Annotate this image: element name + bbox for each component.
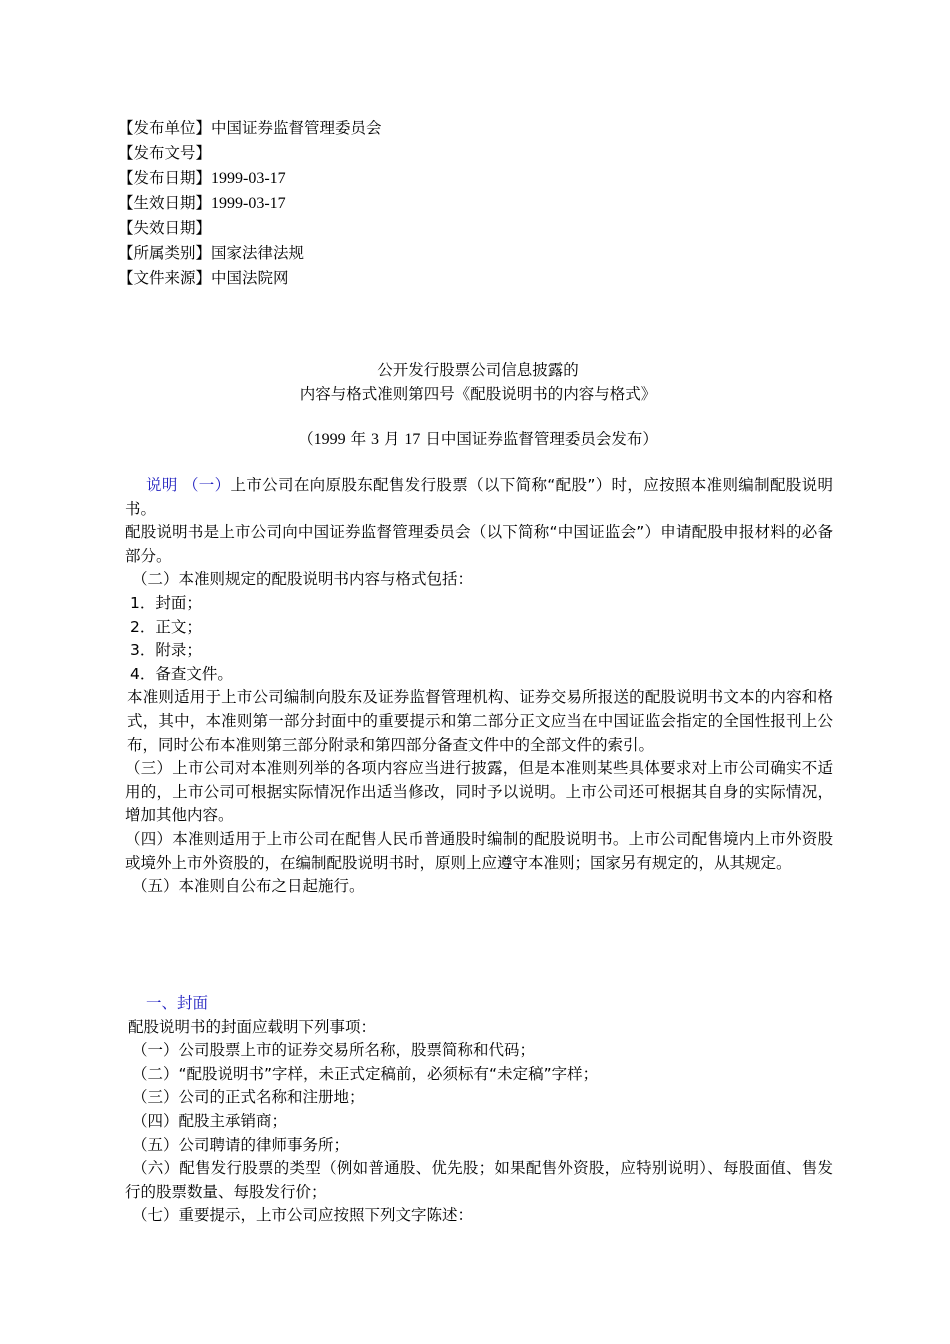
doc-no-label: 【发布文号】 bbox=[118, 144, 212, 162]
notes-paragraph-6: （四）本准则适用于上市公司在配售人民币普通股时编制的配股说明书。上市公司配售境内上市外资股或境外上市外资股的，在编制配股说明书时，原则上应遵守本准则；国家另有规定的，从其规定。 bbox=[125, 829, 833, 872]
list-item: 2．正文； bbox=[130, 617, 202, 636]
list-item: （七）重要提示，上市公司应按照下列文字陈述： bbox=[132, 1206, 474, 1225]
effective-date-line bbox=[118, 191, 838, 216]
category-line bbox=[118, 241, 838, 266]
source-value: 中国法院网 bbox=[211, 269, 289, 287]
notes-paragraph-3: （二）本准则规定的配股说明书内容与格式包括： bbox=[132, 570, 474, 589]
list-item: （三）公司的正式名称和注册地； bbox=[132, 1088, 365, 1107]
subtitle-day: 17 bbox=[404, 431, 421, 448]
issuer-label: 【发布单位】 bbox=[118, 119, 212, 137]
notes-paragraph-1 bbox=[125, 474, 833, 521]
list-item: （四）配股主承销商； bbox=[132, 1111, 288, 1130]
expiry-date-line bbox=[118, 216, 838, 241]
source-label: 【文件来源】 bbox=[118, 269, 212, 287]
cover-section bbox=[125, 992, 833, 1228]
issuer-value: 中国证券监督管理委员会 bbox=[211, 119, 382, 137]
list-item: （二）“配股说明书”字样，未正式定稿前，必须标有“未定稿”字样； bbox=[132, 1064, 599, 1083]
list-item: （一）公司股票上市的证券交易所名称，股票简称和代码； bbox=[132, 1041, 536, 1060]
subtitle-month-unit: 月 bbox=[379, 430, 405, 448]
publish-date-value: 1999-03-17 bbox=[211, 170, 286, 187]
publish-date-label: 【发布日期】 bbox=[118, 169, 212, 187]
notes-section bbox=[125, 474, 833, 899]
category-value: 国家法律法规 bbox=[211, 244, 305, 262]
cover-intro: 配股说明书的封面应载明下列事项： bbox=[128, 1017, 377, 1036]
document-subtitle bbox=[118, 427, 838, 452]
doc-no-line bbox=[118, 141, 838, 166]
list-item: 1．封面； bbox=[130, 593, 202, 612]
expiry-date-label: 【失效日期】 bbox=[118, 219, 212, 237]
publish-date-line bbox=[118, 166, 838, 191]
effective-date-value: 1999-03-17 bbox=[211, 195, 286, 212]
subtitle-year-unit: 年 bbox=[345, 430, 372, 448]
notes-paragraph-4: 本准则适用于上市公司编制向股东及证券监督管理机构、证券交易所报送的配股说明书文本的内容和格式，其中，本准则第一部分封面中的重要提示和第二部分正文应当在中国证监会指定的全国性报刊上公布，同时公布本准则第三部分附录和第四部分备查文件中的全部文件的索引。 bbox=[127, 688, 833, 754]
category-label: 【所属类别】 bbox=[118, 244, 212, 262]
subtitle-rest: 日中国证券监督管理委员会发布） bbox=[420, 430, 658, 448]
notes-paragraph-7: （五）本准则自公布之日起施行。 bbox=[132, 877, 365, 896]
notes-paragraph-5: （三）上市公司对本准则列举的各项内容应当进行披露，但是本准则某些具体要求对上市公司确实不适用的，上市公司可根据实际情况作出适当修改，同时予以说明。上市公司还可根据其自身的实际情况，增加其他内容。 bbox=[125, 759, 833, 825]
metadata-block bbox=[118, 116, 838, 291]
effective-date-label: 【生效日期】 bbox=[118, 194, 212, 212]
notes-paragraph-2: 配股说明书是上市公司向中国证券监督管理委员会（以下简称“中国证监会”）申请配股申报材料的必备部分。 bbox=[125, 523, 833, 565]
subtitle-month: 3 bbox=[371, 431, 380, 448]
list-item: 3．附录； bbox=[130, 641, 202, 660]
source-line bbox=[118, 266, 838, 291]
notes-p1-text: 上市公司在向原股东配售发行股票（以下简称“配股”）时，应按照本准则编制配股说明书。 bbox=[125, 476, 833, 518]
list-item: 4．备查文件。 bbox=[130, 664, 233, 683]
subtitle-year: 1999 bbox=[313, 431, 346, 448]
document-title-block bbox=[118, 358, 838, 452]
cover-heading: 一、封面 bbox=[146, 994, 209, 1012]
list-item: （六）配售发行股票的类型（例如普通股、优先股；如果配售外资股，应特别说明）、每股面值、售发行的股票数量、每股发行价； bbox=[125, 1159, 833, 1201]
subtitle-open: （ bbox=[298, 430, 314, 448]
issuer-line bbox=[118, 116, 838, 141]
title-line-2: 内容与格式准则第四号《配股说明书的内容与格式》 bbox=[299, 385, 657, 403]
title-line-1: 公开发行股票公司信息披露的 bbox=[377, 361, 579, 379]
notes-heading: 说明 （一） bbox=[146, 476, 231, 494]
list-item: （五）公司聘请的律师事务所； bbox=[132, 1135, 350, 1154]
